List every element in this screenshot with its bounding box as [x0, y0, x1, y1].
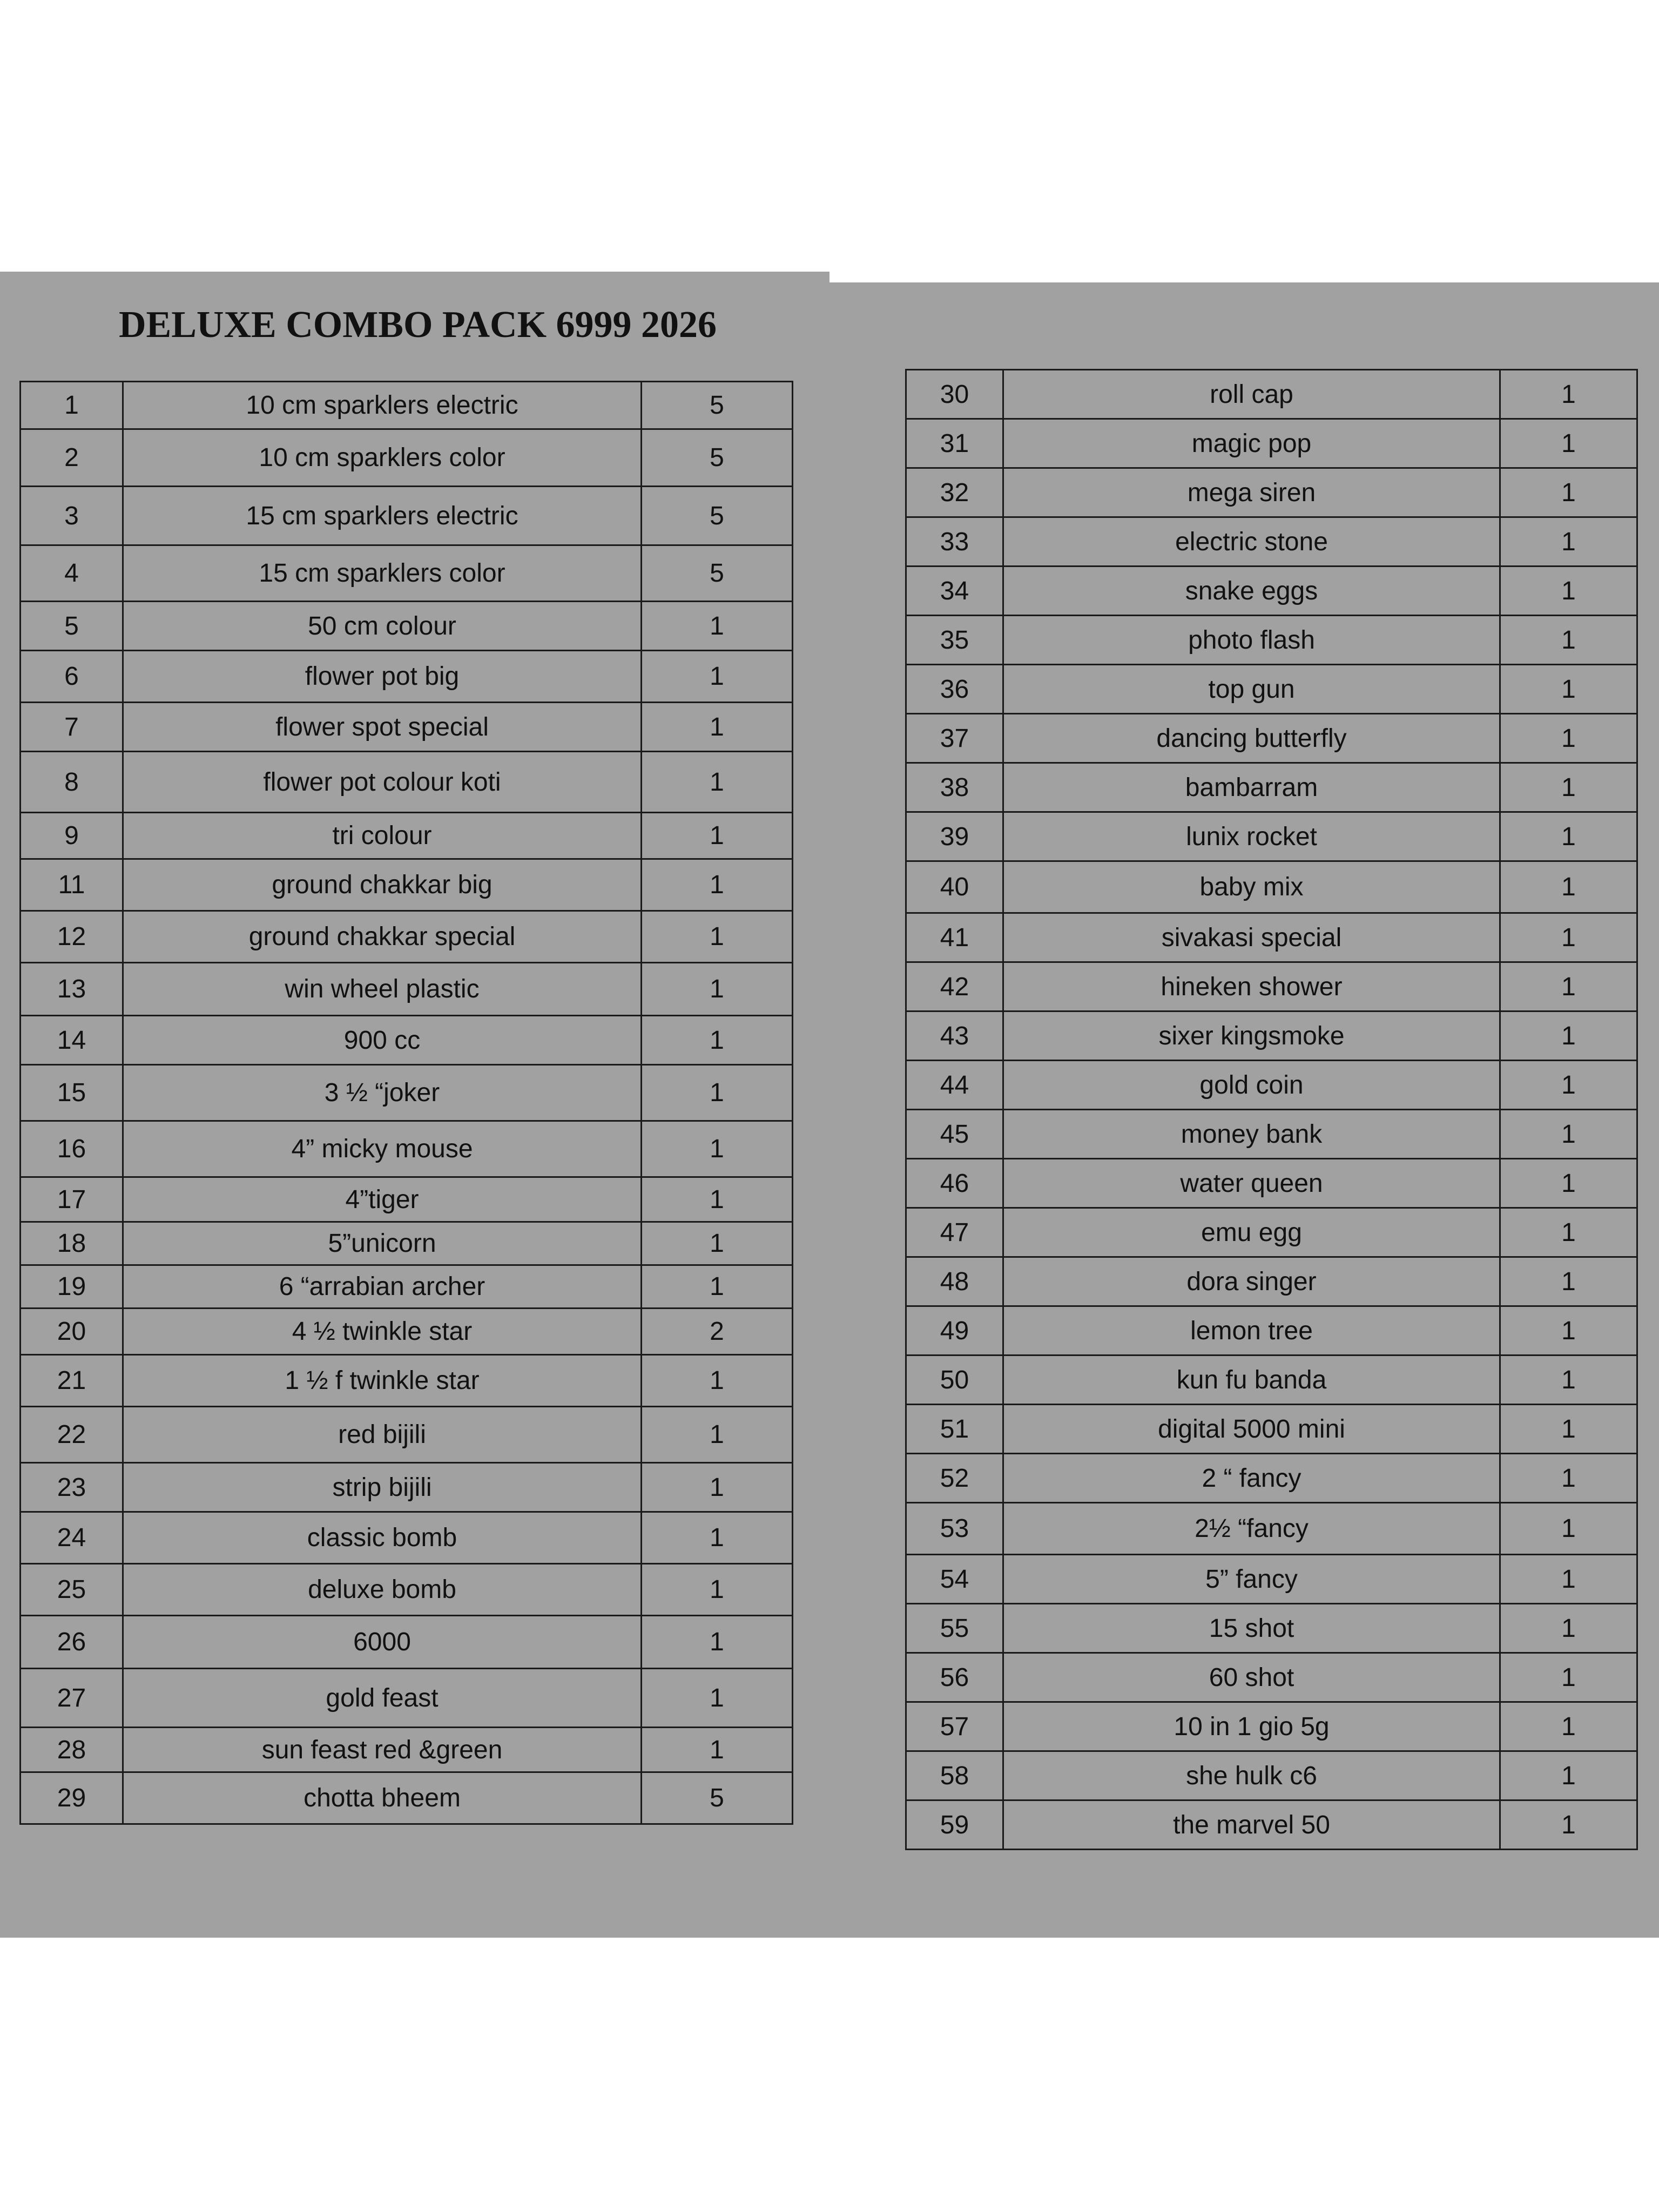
- item-number-cell: 12: [21, 911, 123, 963]
- item-number-cell: 55: [906, 1604, 1003, 1653]
- table-row: [21, 1016, 793, 1065]
- table-row: [21, 1669, 793, 1728]
- item-number-cell: 13: [21, 963, 123, 1016]
- item-quantity-cell: 1: [1500, 1503, 1637, 1555]
- item-number-cell: 53: [906, 1503, 1003, 1555]
- item-quantity-cell: 1: [1500, 812, 1637, 861]
- item-name-cell: money bank: [1003, 1110, 1500, 1159]
- table-row: [906, 616, 1637, 665]
- table-row: [906, 861, 1637, 913]
- item-name-cell: flower pot colour koti: [123, 752, 642, 813]
- table-row: [21, 429, 793, 487]
- document-title: DELUXE COMBO PACK 6999 2026: [119, 304, 717, 346]
- item-number-cell: 26: [21, 1616, 123, 1669]
- item-name-cell: lemon tree: [1003, 1306, 1500, 1355]
- table-row: [906, 1405, 1637, 1454]
- item-quantity-cell: 1: [1500, 1604, 1637, 1653]
- item-name-cell: deluxe bomb: [123, 1564, 642, 1616]
- table-row: [21, 602, 793, 651]
- item-name-cell: sun feast red &green: [123, 1728, 642, 1772]
- item-name-cell: classic bomb: [123, 1512, 642, 1564]
- table-row: [21, 1616, 793, 1669]
- table-row: [21, 963, 793, 1016]
- table-row: [21, 1463, 793, 1512]
- table-row: [21, 1772, 793, 1824]
- item-name-cell: 900 cc: [123, 1016, 642, 1065]
- table-row: [906, 763, 1637, 812]
- item-number-cell: 47: [906, 1208, 1003, 1257]
- item-number-cell: 58: [906, 1751, 1003, 1800]
- item-quantity-cell: 1: [1500, 1751, 1637, 1800]
- item-number-cell: 31: [906, 419, 1003, 468]
- item-name-cell: lunix rocket: [1003, 812, 1500, 861]
- table-row: [906, 567, 1637, 616]
- item-number-cell: 56: [906, 1653, 1003, 1702]
- table-row: [906, 517, 1637, 567]
- table-row: [21, 1407, 793, 1463]
- item-name-cell: strip bijili: [123, 1463, 642, 1512]
- item-name-cell: sixer kingsmoke: [1003, 1011, 1500, 1061]
- item-quantity-cell: 1: [642, 1177, 793, 1222]
- item-name-cell: 1 ½ f twinkle star: [123, 1355, 642, 1407]
- table-row: [21, 813, 793, 859]
- item-quantity-cell: 1: [642, 1265, 793, 1309]
- item-number-cell: 43: [906, 1011, 1003, 1061]
- table-row: [21, 1728, 793, 1772]
- item-number-cell: 59: [906, 1800, 1003, 1850]
- table-row: [906, 1604, 1637, 1653]
- item-name-cell: gold feast: [123, 1669, 642, 1728]
- table-row: [906, 419, 1637, 468]
- item-number-cell: 50: [906, 1355, 1003, 1405]
- item-number-cell: 21: [21, 1355, 123, 1407]
- item-name-cell: baby mix: [1003, 861, 1500, 913]
- item-quantity-cell: 1: [1500, 1405, 1637, 1454]
- item-number-cell: 42: [906, 962, 1003, 1011]
- item-number-cell: 44: [906, 1061, 1003, 1110]
- item-name-cell: win wheel plastic: [123, 963, 642, 1016]
- table-row: [21, 1065, 793, 1121]
- item-name-cell: 4”tiger: [123, 1177, 642, 1222]
- item-name-cell: 2½ “fancy: [1003, 1503, 1500, 1555]
- item-number-cell: 34: [906, 567, 1003, 616]
- item-number-cell: 38: [906, 763, 1003, 812]
- item-quantity-cell: 1: [1500, 1355, 1637, 1405]
- item-number-cell: 19: [21, 1265, 123, 1309]
- item-quantity-cell: 1: [1500, 714, 1637, 763]
- item-quantity-cell: 1: [642, 859, 793, 911]
- item-number-cell: 24: [21, 1512, 123, 1564]
- item-number-cell: 48: [906, 1257, 1003, 1306]
- item-number-cell: 45: [906, 1110, 1003, 1159]
- item-quantity-cell: 1: [642, 1355, 793, 1407]
- item-number-cell: 16: [21, 1121, 123, 1177]
- table-row: [906, 1800, 1637, 1850]
- item-quantity-cell: 1: [642, 1512, 793, 1564]
- table-row: [906, 1257, 1637, 1306]
- item-quantity-cell: 5: [642, 429, 793, 487]
- item-number-cell: 35: [906, 616, 1003, 665]
- item-quantity-cell: 1: [1500, 517, 1637, 567]
- item-number-cell: 8: [21, 752, 123, 813]
- item-name-cell: 60 shot: [1003, 1653, 1500, 1702]
- item-number-cell: 57: [906, 1702, 1003, 1751]
- item-quantity-cell: 1: [1500, 370, 1637, 419]
- item-quantity-cell: 1: [1500, 913, 1637, 962]
- item-number-cell: 11: [21, 859, 123, 911]
- item-name-cell: the marvel 50: [1003, 1800, 1500, 1850]
- table-row: [21, 1309, 793, 1355]
- table-row: [906, 1355, 1637, 1405]
- table-row: [906, 1159, 1637, 1208]
- table-row: [906, 468, 1637, 517]
- table-row: [21, 1222, 793, 1265]
- table-row: [906, 1011, 1637, 1061]
- item-quantity-cell: 1: [642, 911, 793, 963]
- table-row: [906, 1208, 1637, 1257]
- item-number-cell: 33: [906, 517, 1003, 567]
- table-row: [21, 1564, 793, 1616]
- item-number-cell: 29: [21, 1772, 123, 1824]
- item-number-cell: 30: [906, 370, 1003, 419]
- item-quantity-cell: 1: [642, 1728, 793, 1772]
- item-number-cell: 36: [906, 665, 1003, 714]
- item-quantity-cell: 1: [1500, 1555, 1637, 1604]
- item-quantity-cell: 1: [1500, 665, 1637, 714]
- item-name-cell: ground chakkar big: [123, 859, 642, 911]
- item-number-cell: 32: [906, 468, 1003, 517]
- table-row: [21, 911, 793, 963]
- item-quantity-cell: 1: [642, 752, 793, 813]
- item-number-cell: 52: [906, 1454, 1003, 1503]
- item-name-cell: emu egg: [1003, 1208, 1500, 1257]
- item-name-cell: 6 “arrabian archer: [123, 1265, 642, 1309]
- item-number-cell: 15: [21, 1065, 123, 1121]
- item-name-cell: bambarram: [1003, 763, 1500, 812]
- item-quantity-cell: 1: [1500, 1454, 1637, 1503]
- item-number-cell: 23: [21, 1463, 123, 1512]
- item-quantity-cell: 1: [642, 1065, 793, 1121]
- item-number-cell: 6: [21, 651, 123, 703]
- item-name-cell: 15 cm sparklers color: [123, 545, 642, 602]
- item-quantity-cell: 1: [1500, 1159, 1637, 1208]
- item-name-cell: gold coin: [1003, 1061, 1500, 1110]
- table-row: [21, 859, 793, 911]
- item-number-cell: 27: [21, 1669, 123, 1728]
- item-quantity-cell: 1: [642, 602, 793, 651]
- item-name-cell: 10 cm sparklers color: [123, 429, 642, 487]
- table-row: [21, 1512, 793, 1564]
- item-quantity-cell: 1: [642, 1669, 793, 1728]
- item-quantity-cell: 2: [642, 1309, 793, 1355]
- item-quantity-cell: 1: [1500, 1800, 1637, 1850]
- table-row: [906, 913, 1637, 962]
- table-row: [21, 752, 793, 813]
- item-name-cell: electric stone: [1003, 517, 1500, 567]
- item-number-cell: 18: [21, 1222, 123, 1265]
- item-quantity-cell: 1: [1500, 1653, 1637, 1702]
- item-name-cell: 50 cm colour: [123, 602, 642, 651]
- item-number-cell: 4: [21, 545, 123, 602]
- item-number-cell: 54: [906, 1555, 1003, 1604]
- item-number-cell: 37: [906, 714, 1003, 763]
- table-row: [906, 1503, 1637, 1555]
- item-quantity-cell: 5: [642, 487, 793, 545]
- table-row: [906, 962, 1637, 1011]
- item-number-cell: 41: [906, 913, 1003, 962]
- item-name-cell: 2 “ fancy: [1003, 1454, 1500, 1503]
- item-quantity-cell: 1: [642, 1616, 793, 1669]
- item-quantity-cell: 1: [1500, 1257, 1637, 1306]
- item-name-cell: 4” micky mouse: [123, 1121, 642, 1177]
- item-quantity-cell: 1: [1500, 616, 1637, 665]
- item-number-cell: 51: [906, 1405, 1003, 1454]
- item-quantity-cell: 1: [642, 1407, 793, 1463]
- item-name-cell: 5”unicorn: [123, 1222, 642, 1265]
- table-row: [906, 370, 1637, 419]
- table-row: [906, 1454, 1637, 1503]
- table-row: [906, 1555, 1637, 1604]
- item-quantity-cell: 1: [642, 651, 793, 703]
- item-name-cell: dancing butterfly: [1003, 714, 1500, 763]
- item-number-cell: 5: [21, 602, 123, 651]
- item-number-cell: 17: [21, 1177, 123, 1222]
- item-number-cell: 28: [21, 1728, 123, 1772]
- item-quantity-cell: 1: [642, 703, 793, 752]
- item-name-cell: 15 cm sparklers electric: [123, 487, 642, 545]
- item-number-cell: 40: [906, 861, 1003, 913]
- item-name-cell: dora singer: [1003, 1257, 1500, 1306]
- table-row: [906, 1110, 1637, 1159]
- table-row: [906, 665, 1637, 714]
- item-quantity-cell: 5: [642, 1772, 793, 1824]
- item-name-cell: tri colour: [123, 813, 642, 859]
- item-name-cell: 4 ½ twinkle star: [123, 1309, 642, 1355]
- item-number-cell: 14: [21, 1016, 123, 1065]
- item-name-cell: 15 shot: [1003, 1604, 1500, 1653]
- item-quantity-cell: 1: [1500, 1702, 1637, 1751]
- table-row: [21, 703, 793, 752]
- item-number-cell: 1: [21, 382, 123, 429]
- item-quantity-cell: 1: [1500, 1306, 1637, 1355]
- item-name-cell: roll cap: [1003, 370, 1500, 419]
- item-name-cell: flower pot big: [123, 651, 642, 703]
- item-quantity-cell: 1: [1500, 1110, 1637, 1159]
- table-row: [906, 812, 1637, 861]
- item-number-cell: 46: [906, 1159, 1003, 1208]
- item-name-cell: red bijili: [123, 1407, 642, 1463]
- table-row: [906, 1653, 1637, 1702]
- item-quantity-cell: 1: [1500, 763, 1637, 812]
- item-name-cell: magic pop: [1003, 419, 1500, 468]
- item-quantity-cell: 1: [642, 1222, 793, 1265]
- item-quantity-cell: 5: [642, 545, 793, 602]
- item-quantity-cell: 1: [1500, 1061, 1637, 1110]
- item-name-cell: 5” fancy: [1003, 1555, 1500, 1604]
- item-number-cell: 9: [21, 813, 123, 859]
- table-row: [906, 1306, 1637, 1355]
- item-name-cell: digital 5000 mini: [1003, 1405, 1500, 1454]
- table-row: [906, 1751, 1637, 1800]
- item-quantity-cell: 1: [642, 1016, 793, 1065]
- item-quantity-cell: 1: [1500, 962, 1637, 1011]
- item-quantity-cell: 1: [642, 963, 793, 1016]
- item-name-cell: 10 cm sparklers electric: [123, 382, 642, 429]
- item-name-cell: snake eggs: [1003, 567, 1500, 616]
- item-name-cell: chotta bheem: [123, 1772, 642, 1824]
- item-number-cell: 49: [906, 1306, 1003, 1355]
- item-number-cell: 7: [21, 703, 123, 752]
- table-row: [21, 382, 793, 429]
- item-name-cell: kun fu banda: [1003, 1355, 1500, 1405]
- item-name-cell: ground chakkar special: [123, 911, 642, 963]
- item-quantity-cell: 1: [642, 1463, 793, 1512]
- item-name-cell: hineken shower: [1003, 962, 1500, 1011]
- item-table-right: [905, 369, 1638, 1850]
- item-number-cell: 3: [21, 487, 123, 545]
- table-row: [21, 651, 793, 703]
- item-name-cell: 10 in 1 gio 5g: [1003, 1702, 1500, 1751]
- item-quantity-cell: 1: [1500, 861, 1637, 913]
- item-quantity-cell: 1: [1500, 1208, 1637, 1257]
- item-table-left: [19, 381, 793, 1825]
- item-name-cell: water queen: [1003, 1159, 1500, 1208]
- table-row: [21, 1355, 793, 1407]
- item-quantity-cell: 5: [642, 382, 793, 429]
- item-name-cell: 6000: [123, 1616, 642, 1669]
- table-row: [906, 1061, 1637, 1110]
- item-quantity-cell: 1: [1500, 1011, 1637, 1061]
- table-row: [21, 545, 793, 602]
- item-quantity-cell: 1: [1500, 567, 1637, 616]
- item-quantity-cell: 1: [642, 1564, 793, 1616]
- item-number-cell: 2: [21, 429, 123, 487]
- table-row: [21, 1121, 793, 1177]
- item-quantity-cell: 1: [642, 1121, 793, 1177]
- item-quantity-cell: 1: [1500, 419, 1637, 468]
- table-row: [906, 714, 1637, 763]
- item-quantity-cell: 1: [642, 813, 793, 859]
- table-row: [906, 1702, 1637, 1751]
- item-quantity-cell: 1: [1500, 468, 1637, 517]
- table-row: [21, 487, 793, 545]
- item-name-cell: photo flash: [1003, 616, 1500, 665]
- table-row: [21, 1177, 793, 1222]
- item-name-cell: 3 ½ “joker: [123, 1065, 642, 1121]
- item-name-cell: mega siren: [1003, 468, 1500, 517]
- item-number-cell: 22: [21, 1407, 123, 1463]
- table-row: [21, 1265, 793, 1309]
- item-name-cell: she hulk c6: [1003, 1751, 1500, 1800]
- item-number-cell: 20: [21, 1309, 123, 1355]
- item-number-cell: 25: [21, 1564, 123, 1616]
- item-name-cell: top gun: [1003, 665, 1500, 714]
- item-number-cell: 39: [906, 812, 1003, 861]
- item-name-cell: flower spot special: [123, 703, 642, 752]
- item-name-cell: sivakasi special: [1003, 913, 1500, 962]
